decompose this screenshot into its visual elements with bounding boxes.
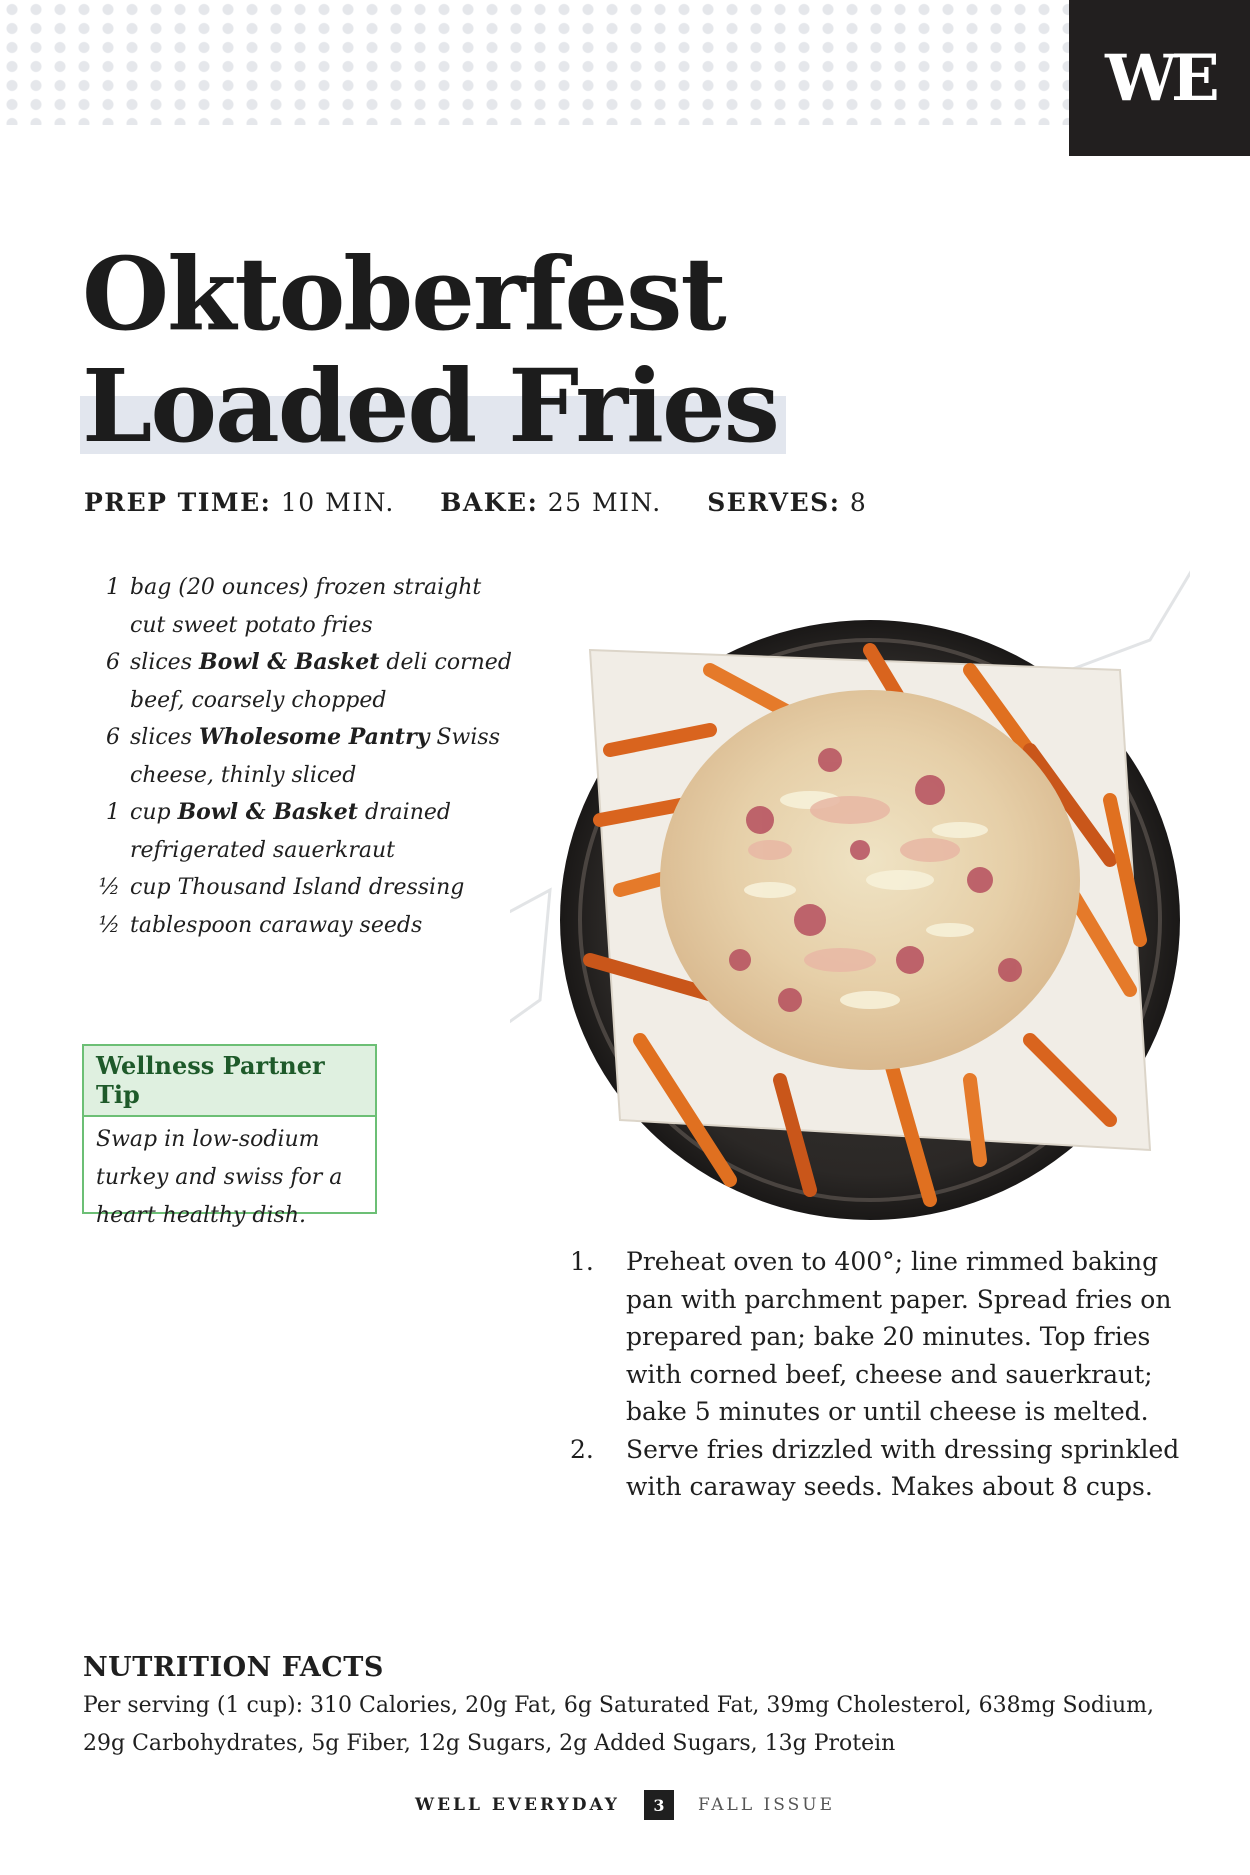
bake-value: 25 MIN. (547, 488, 662, 517)
step-number: 1. (570, 1247, 594, 1276)
instruction-step (570, 1431, 1190, 1506)
tip-body: Swap in low-sodium turkey and swiss for a heart healthy dish. (96, 1127, 343, 1228)
ingredient-text: slices Bowl & Basket deli corned beef, coarsely chopped (130, 649, 512, 713)
nutrition-line-2: 29g Carbohydrates, 5g Fiber, 12g Sugars, 2g Added Sugars, 13g Protein (83, 1731, 896, 1756)
ingredient-item (84, 644, 514, 719)
step-text: Preheat oven to 400°; line rimmed baking pan with parchment paper. Spread fries on prepared pan; bake 20 minutes. Top fries with corned beef, cheese and sauerkraut; bake 5 minutes or until cheese is melted. (626, 1247, 1172, 1426)
brand-logo (1069, 0, 1250, 156)
logo-text: WE (1105, 40, 1214, 116)
ingredient-item (84, 569, 514, 644)
serves-value: 8 (849, 488, 868, 517)
loaded-fries-illustration (510, 560, 1190, 1220)
recipe-meta (84, 488, 867, 517)
tip-heading: Wellness Partner Tip (84, 1046, 375, 1117)
instruction-step (570, 1243, 1190, 1431)
ingredient-qty: 1 (106, 575, 120, 600)
step-text: Serve fries drizzled with dressing sprinkled with caraway seeds. Makes about 8 cups. (626, 1434, 1180, 1501)
recipe-title (82, 235, 778, 465)
ingredient-item (84, 869, 514, 907)
page-number: 3 (644, 1790, 674, 1820)
nutrition-facts (83, 1652, 1183, 1763)
ingredient-qty: ½ (98, 912, 120, 938)
prep-value: 10 MIN. (280, 488, 395, 517)
ingredient-qty: 6 (106, 650, 120, 675)
ingredient-qty: ½ (98, 875, 120, 900)
nutrition-line-1: Per serving (1 cup): 310 Calories, 20g Fat, 6g Saturated Fat, 39mg Cholesterol, 638mg Sodium, (83, 1693, 1154, 1718)
ingredient-text: bag (20 ounces) frozen straight cut sweet potato fries (130, 575, 482, 638)
ingredient-qty: 1 (106, 800, 120, 825)
prep-label: PREP TIME: (84, 488, 272, 517)
ingredient-qty: 6 (106, 725, 120, 750)
serves-label: SERVES: (707, 488, 841, 517)
publication-name: WELL EVERYDAY (415, 1795, 620, 1815)
instruction-list (570, 1243, 1190, 1506)
ingredient-item (84, 907, 514, 945)
ingredient-text: cup Bowl & Basket drained refrigerated sauerkraut (130, 799, 451, 863)
ingredient-item (84, 719, 514, 794)
dot-pattern-header (0, 0, 1070, 125)
step-number: 2. (570, 1434, 594, 1464)
ingredient-item (84, 794, 514, 869)
dish-photo (510, 560, 1190, 1220)
title-line-2: Loaded Fries (82, 347, 778, 465)
bake-label: BAKE: (440, 488, 539, 517)
wellness-tip-box (82, 1044, 377, 1228)
issue-name: FALL ISSUE (697, 1795, 835, 1815)
page-footer (0, 1790, 1250, 1820)
title-line-1: Oktoberfest (82, 235, 725, 353)
ingredient-text: tablespoon caraway seeds (130, 912, 423, 938)
ingredient-text: slices Wholesome Pantry Swiss cheese, thinly sliced (130, 724, 500, 788)
nutrition-heading: NUTRITION FACTS (83, 1652, 384, 1683)
ingredient-list (84, 569, 514, 944)
ingredient-text: cup Thousand Island dressing (130, 875, 465, 900)
